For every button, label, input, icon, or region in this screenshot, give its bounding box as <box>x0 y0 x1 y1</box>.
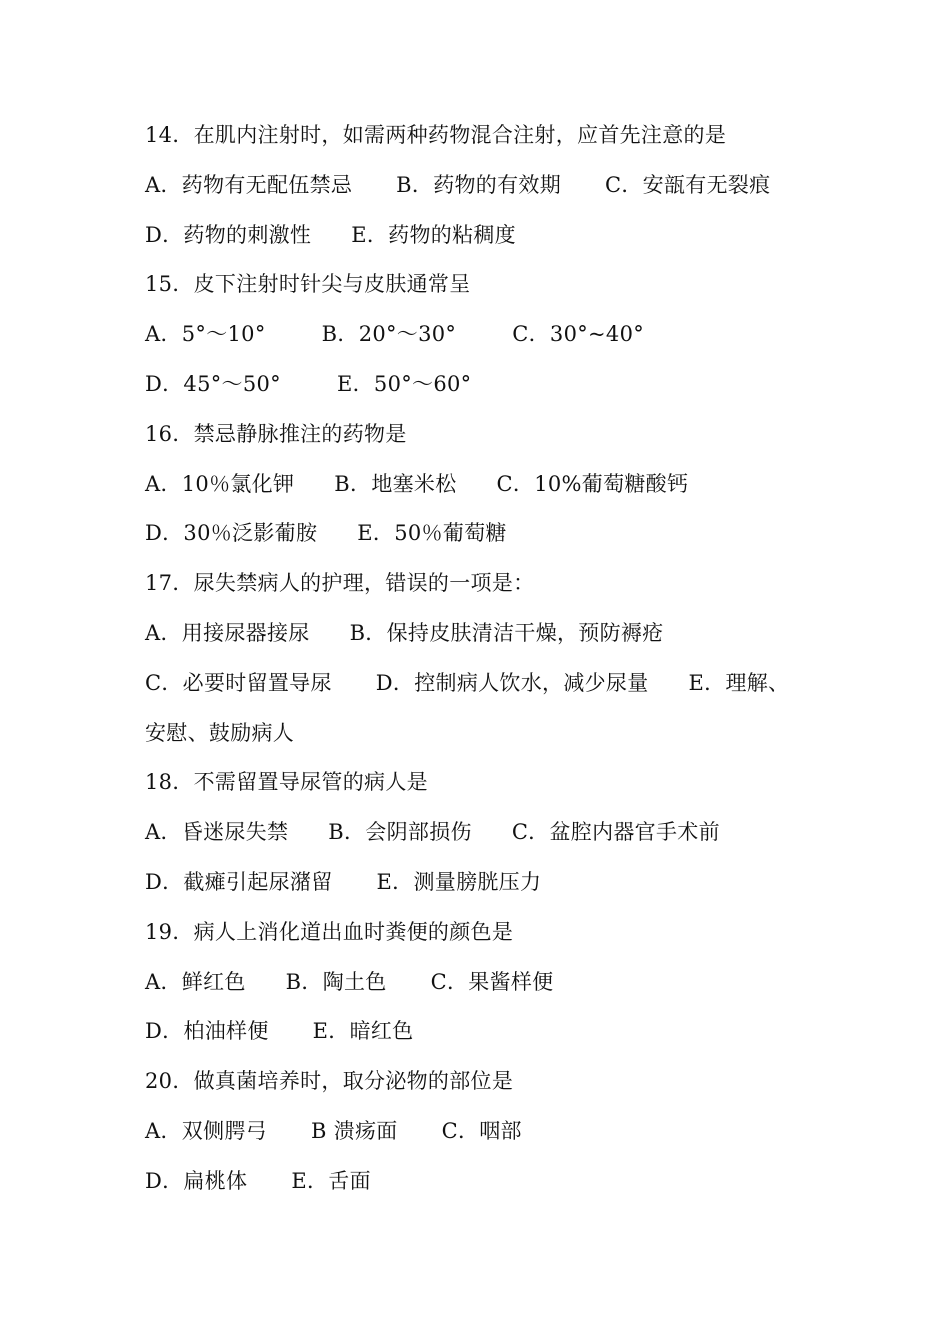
option-a: A．用接尿器接尿 <box>145 620 310 645</box>
option-e: E．测量膀胱压力 <box>376 869 542 894</box>
question-17-options-row-2 <box>145 659 825 709</box>
question-page <box>145 111 825 1207</box>
option-d: D．控制病人饮水，减少尿量 <box>375 670 649 695</box>
option-d: D．截瘫引起尿潴留 <box>145 869 333 894</box>
question-20-options-row-2 <box>145 1157 825 1207</box>
option-b: B．地塞米松 <box>334 471 457 496</box>
question-14-options-row-1 <box>145 161 825 211</box>
option-e-continued: 安慰、鼓励病人 <box>145 720 295 745</box>
question-14-options-row-2 <box>145 211 825 261</box>
option-b: B 溃疡面 <box>310 1118 398 1143</box>
question-16-options-row-1 <box>145 460 825 510</box>
option-d: D．扁桃体 <box>145 1168 248 1193</box>
option-e: E．50％葡萄糖 <box>357 521 507 546</box>
option-a: A．5°～10° <box>145 322 266 347</box>
option-d: D．30％泛影葡胺 <box>145 521 318 546</box>
option-b: B．陶土色 <box>285 969 387 994</box>
question-16-options-row-2 <box>145 509 825 559</box>
question-15-stem: 15．皮下注射时针尖与皮肤通常呈 <box>145 272 471 297</box>
option-e: E．药物的粘稠度 <box>351 222 516 247</box>
option-c: C．安瓿有无裂痕 <box>605 172 771 197</box>
option-c: C．10%葡萄糖酸钙 <box>496 471 689 496</box>
question-19-stem: 19．病人上消化道出血时粪便的颜色是 <box>145 919 514 944</box>
option-c: C．必要时留置导尿 <box>145 670 332 695</box>
option-e: E．理解、 <box>688 670 790 695</box>
option-e: E．50°～60° <box>336 371 472 396</box>
question-14-stem: 14．在肌内注射时，如需两种药物混合注射，应首先注意的是 <box>145 123 727 147</box>
question-18-options-row-2 <box>145 858 825 908</box>
question-16-stem: 16．禁忌静脉推注的药物是 <box>145 421 407 446</box>
option-c: C．30°~40° <box>512 322 645 347</box>
question-17-options-row-3 <box>145 709 825 759</box>
option-b: B．会阴部损伤 <box>328 820 472 845</box>
question-17-options-row-1 <box>145 609 825 659</box>
option-b: B．药物的有效期 <box>396 172 562 197</box>
option-a: A．昏迷尿失禁 <box>145 820 289 845</box>
question-19-options-row-2 <box>145 1007 825 1057</box>
option-d: D．45°～50° <box>145 371 281 396</box>
option-a: A．双侧腭弓 <box>145 1118 267 1143</box>
question-20-options-row-1 <box>145 1107 825 1157</box>
question-18-stem: 18．不需留置导尿管的病人是 <box>145 770 428 795</box>
question-19-options-row-1 <box>145 958 825 1008</box>
option-e: E．舌面 <box>291 1168 371 1193</box>
option-d: D．柏油样便 <box>145 1019 269 1044</box>
option-e: E．暗红色 <box>312 1019 414 1044</box>
question-17-stem: 17．尿失禁病人的护理，错误的一项是： <box>145 571 535 596</box>
option-a: A．药物有无配伍禁忌 <box>145 172 353 197</box>
question-18-options-row-1 <box>145 808 825 858</box>
option-b: B．保持皮肤清洁干燥，预防褥疮 <box>349 620 664 645</box>
question-15-options-row-2 <box>145 360 825 410</box>
option-a: A．10％氯化钾 <box>145 471 295 496</box>
option-a: A．鲜红色 <box>145 969 246 994</box>
option-c: C．咽部 <box>441 1118 522 1143</box>
option-c: C．盆腔内器官手术前 <box>511 820 720 845</box>
option-b: B．20°～30° <box>321 322 457 347</box>
option-d: D．药物的刺激性 <box>145 222 312 247</box>
question-15-options-row-1 <box>145 310 825 360</box>
option-c: C．果酱样便 <box>430 969 554 994</box>
question-20-stem: 20．做真菌培养时，取分泌物的部位是 <box>145 1069 514 1094</box>
